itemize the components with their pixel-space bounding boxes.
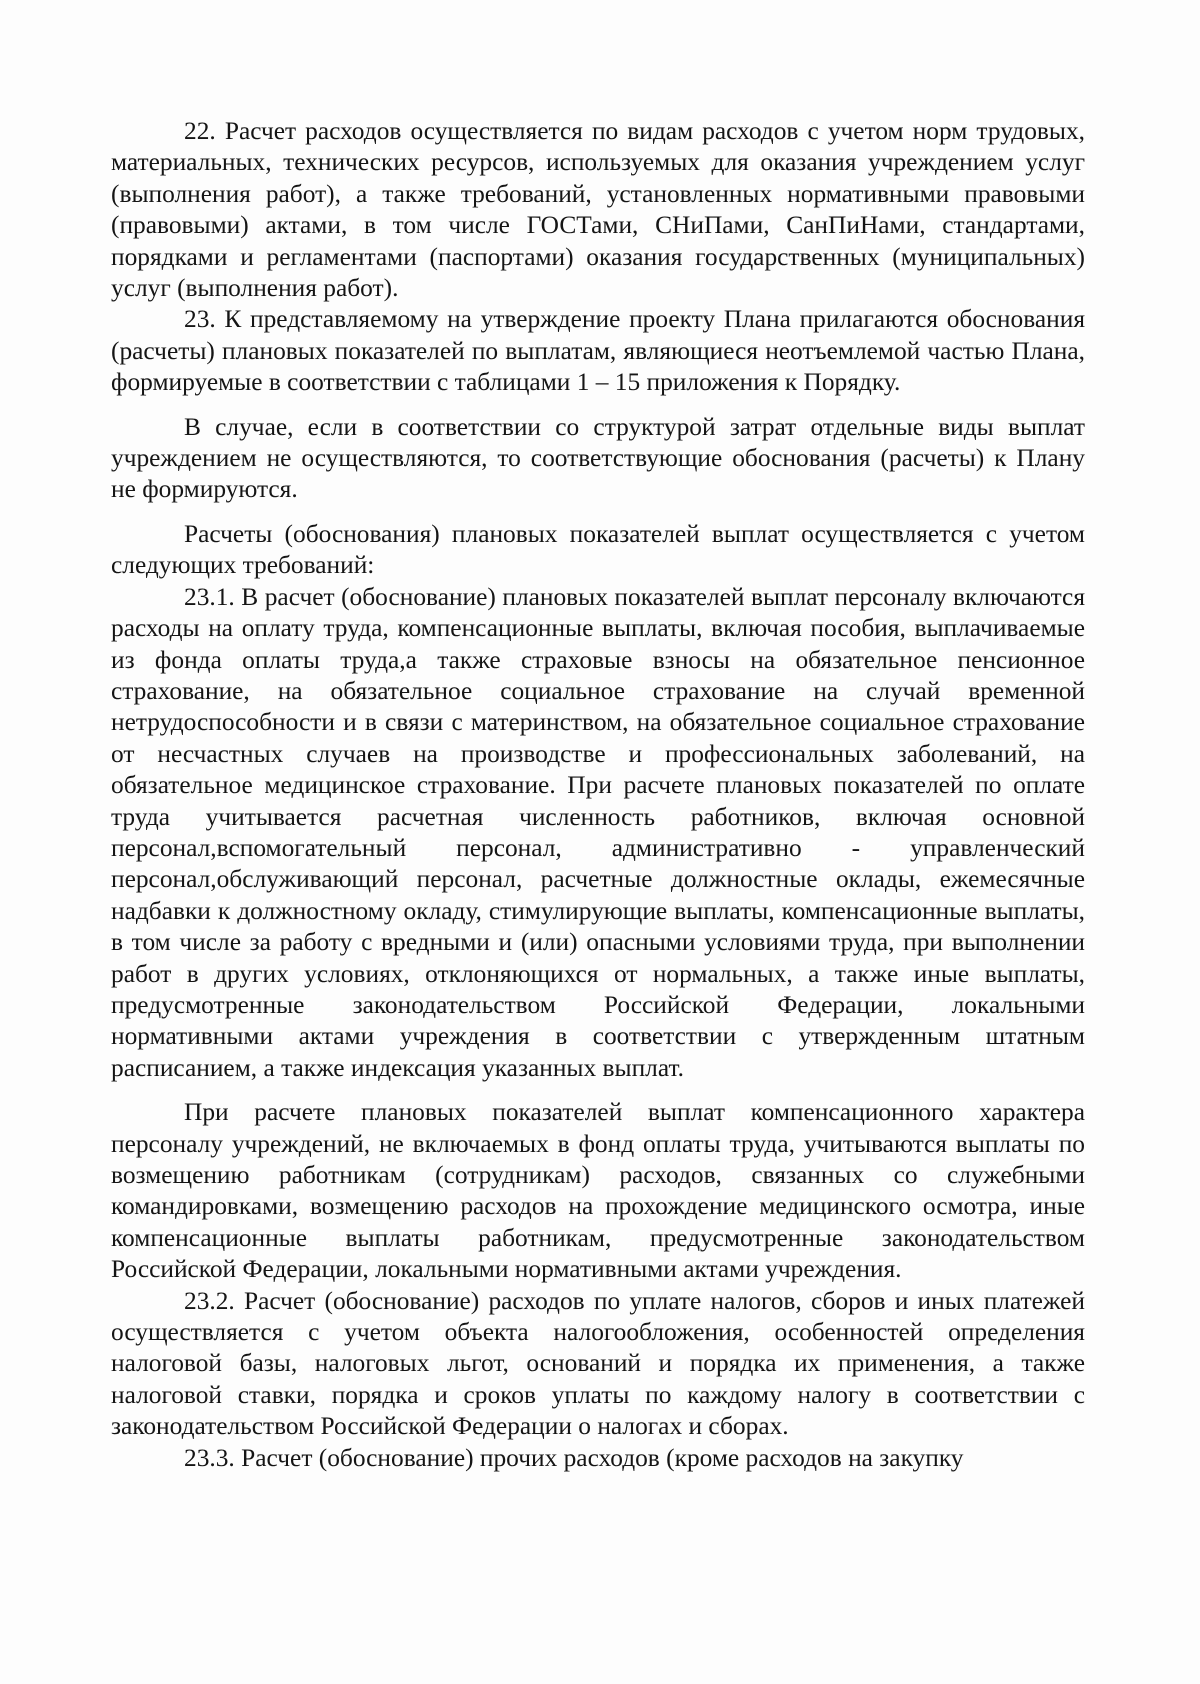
- paragraph-23-requirements: Расчеты (обоснования) плановых показателей выплат осуществляется с учетом следующих требований:: [111, 519, 1085, 580]
- paragraph-23-1-compensation: При расчете плановых показателей выплат компенсационного характера персоналу учреждений, не включаемых в фонд оплаты труда, учитываются выплаты по возмещению работникам (сотрудникам) расходов, связанных со служебными командировками, возмещению расходов на прохождение медицинского осмотра, иные компенсационные выплаты работникам, предусмотренные законодательством Российской Федерации, локальными нормативными актами учреждения.: [111, 1098, 1085, 1284]
- paragraph-23-1: 23.1. В расчет (обоснование) плановых показателей выплат персоналу включаются расходы на оплату труда, компенсационные выплаты, включая пособия, выплачиваемые из фонда оплаты труда,а также страховые взносы на обязательное пенсионное страхование, на обязательное социальное страхование на случай временной нетрудоспособности и в связи с материнством, на обязательное социальное страхование от несчастных случаев на производстве и профессиональных заболеваний, на обязательное медицинское страхование. При расчете плановых показателей по оплате труда учитывается расчетная численность работников, включая основной персонал,вспомогательный персонал, административно - управленческий персонал,обслуживающий персонал, расчетные должностные оклады, ежемесячные надбавки к должностному окладу, стимулирующие выплаты, компенсационные выплаты, в том числе за работу с вредными и (или) опасными условиями труда, при выполнении работ в других условиях, отклоняющихся от нормальных, а также иные выплаты, предусмотренные законодательством Российской Федерации, локальными нормативными актами учреждения в соответствии с утвержденным штатным расписанием, а также индексация указанных выплат.: [111, 582, 1085, 1082]
- paragraph-23-3: 23.3. Расчет (обоснование) прочих расходов (кроме расходов на закупку: [184, 1443, 964, 1472]
- paragraph-22: 22. Расчет расходов осуществляется по видам расходов с учетом норм трудовых, материальных, технических ресурсов, используемых для оказания учреждением услуг (выполнения работ), а также требований, установленных нормативными правовыми (правовыми) актами, в том числе ГОСТами, СНиПами, СанПиНами, стандартами, порядками и регламентами (паспортами) оказания государственных (муниципальных) услуг (выполнения работ).: [111, 117, 1085, 303]
- paragraph-23: 23. К представляемому на утверждение проекту Плана прилагаются обоснования (расчеты) плановых показателей по выплатам, являющиеся неотъемлемой частью Плана, формируемые в соответствии с таблицами 1 – 15 приложения к Порядку.: [111, 305, 1085, 397]
- paragraph-23-case: В случае, если в соответствии со структурой затрат отдельные виды выплат учреждением не осуществляются, то соответствующие обоснования (расчеты) к Плану не формируются.: [111, 412, 1085, 504]
- paragraph-23-2: 23.2. Расчет (обоснование) расходов по уплате налогов, сборов и иных платежей осуществляется с учетом объекта налогообложения, особенностей определения налоговой базы, налоговых льгот, оснований и порядка их применения, а также налоговой ставки, порядка и сроков уплаты по каждому налогу в соответствии с законодательством Российской Федерации о налогах и сборах.: [111, 1286, 1085, 1441]
- document-body: [111, 116, 1085, 1474]
